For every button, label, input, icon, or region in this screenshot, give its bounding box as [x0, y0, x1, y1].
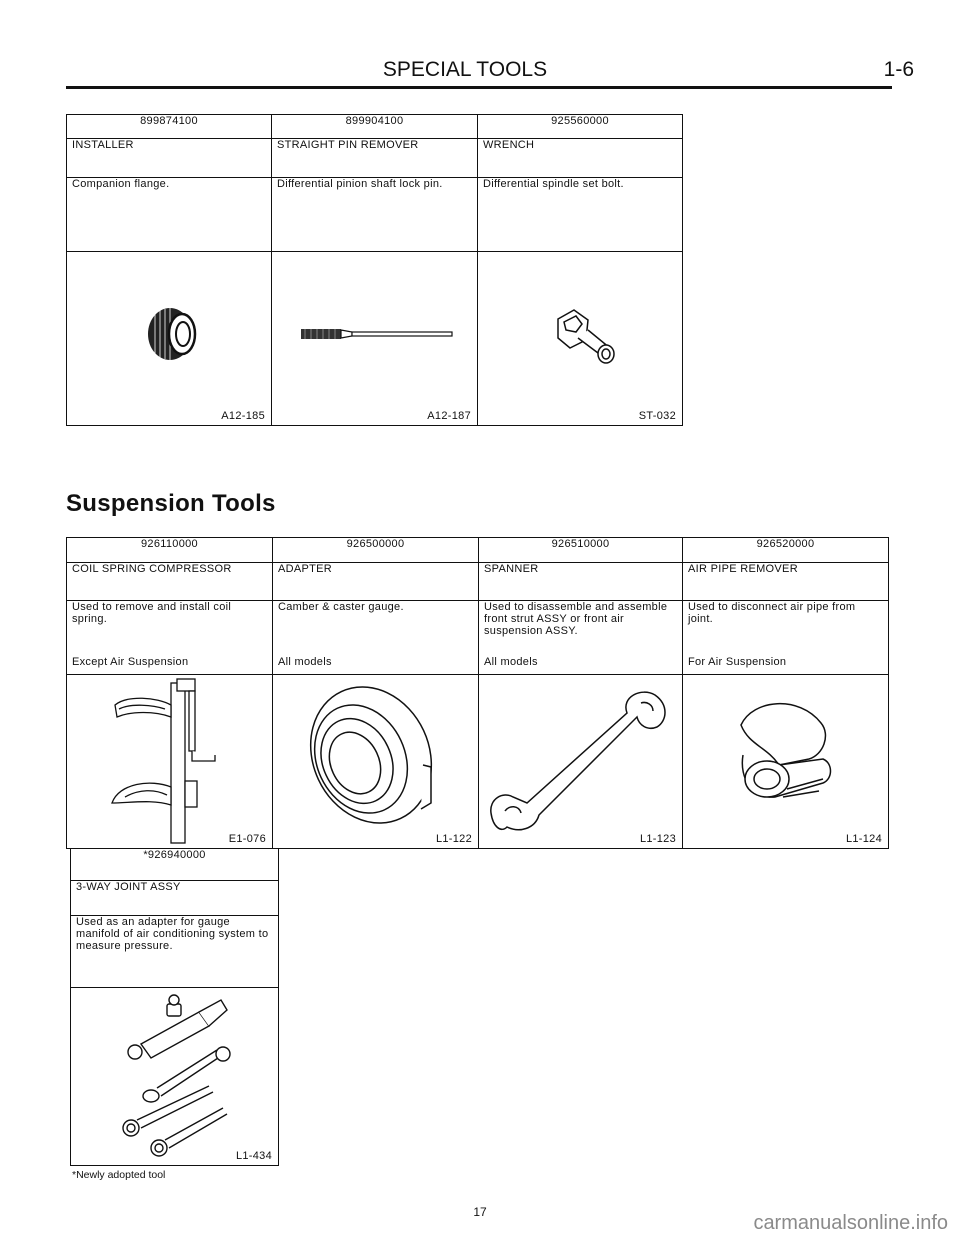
section-page-ref: 1-6 [883, 58, 914, 81]
figure-number: L1-434 [235, 1150, 272, 1162]
tool-name: SPANNER [479, 563, 683, 601]
part-number: 926500000 [273, 538, 479, 563]
suspension-tools-table [66, 537, 889, 849]
installer-icon [67, 252, 272, 426]
tool-figure-cell [683, 675, 889, 849]
adapter-ring-icon [273, 675, 479, 849]
part-number: 926110000 [67, 538, 273, 563]
tool-use: Differential pinion shaft lock pin. [272, 178, 478, 252]
tool-use-cell [479, 601, 683, 675]
tool-use: Differential spindle set bolt. [478, 178, 683, 252]
page-number: 17 [473, 1205, 487, 1219]
tool-use: Companion flange. [67, 178, 272, 252]
figure-number: A12-187 [427, 410, 471, 422]
tool-figure-cell [478, 252, 683, 426]
spanner-icon [479, 675, 683, 849]
part-number: *926940000 [71, 849, 279, 881]
applicable-models: Except Air Suspension [72, 656, 189, 668]
pin-remover-icon [272, 252, 478, 426]
tool-figure-cell [273, 675, 479, 849]
tool-use: Used to remove and install coil spring. [72, 601, 232, 625]
footnote: *Newly adopted tool [72, 1169, 166, 1181]
tool-figure-cell [272, 252, 478, 426]
three-way-joint-icon [71, 988, 279, 1166]
air-pipe-remover-icon [683, 675, 889, 849]
tool-use: Camber & caster gauge. [278, 601, 404, 613]
tool-name: INSTALLER [67, 139, 272, 178]
figure-number: L1-123 [639, 833, 676, 845]
tool-name: 3-WAY JOINT ASSY [71, 881, 279, 916]
tool-use: Used to disassemble and assemble front strut ASSY or front air suspension ASSY. [484, 601, 668, 637]
tool-figure-cell [71, 988, 279, 1166]
tool-name: ADAPTER [273, 563, 479, 601]
extra-tool-table [70, 848, 279, 1166]
socket-wrench-icon [478, 252, 683, 426]
applicable-models: All models [484, 656, 538, 668]
part-number: 925560000 [478, 115, 683, 139]
section-heading: Suspension Tools [66, 490, 276, 517]
part-number: 926520000 [683, 538, 889, 563]
applicable-models: For Air Suspension [688, 656, 787, 668]
tool-use-cell [683, 601, 889, 675]
tool-use-cell [67, 601, 273, 675]
watermark: carmanualsonline.info [753, 1212, 948, 1234]
coil-spring-compressor-icon [67, 675, 273, 849]
tool-figure-cell [479, 675, 683, 849]
tool-name: WRENCH [478, 139, 683, 178]
tool-name: AIR PIPE REMOVER [683, 563, 889, 601]
tool-use: Used as an adapter for gauge manifold of air conditioning system to measure pressure. [71, 916, 279, 988]
figure-number: A12-185 [221, 410, 265, 422]
figure-number: L1-124 [845, 833, 882, 845]
figure-number: L1-122 [435, 833, 472, 845]
part-number: 899874100 [67, 115, 272, 139]
tool-figure-cell [67, 252, 272, 426]
tool-figure-cell [67, 675, 273, 849]
tool-name: COIL SPRING COMPRESSOR [67, 563, 273, 601]
part-number: 926510000 [479, 538, 683, 563]
figure-number: ST-032 [638, 410, 676, 422]
part-number: 899904100 [272, 115, 478, 139]
tool-name: STRAIGHT PIN REMOVER [272, 139, 478, 178]
tool-use: Used to disconnect air pipe from joint. [688, 601, 856, 625]
figure-number: E1-076 [228, 833, 266, 845]
page-title: SPECIAL TOOLS [382, 58, 548, 81]
header-rule [66, 86, 892, 89]
applicable-models: All models [278, 656, 332, 668]
top-tools-table [66, 114, 683, 426]
tool-use-cell [273, 601, 479, 675]
